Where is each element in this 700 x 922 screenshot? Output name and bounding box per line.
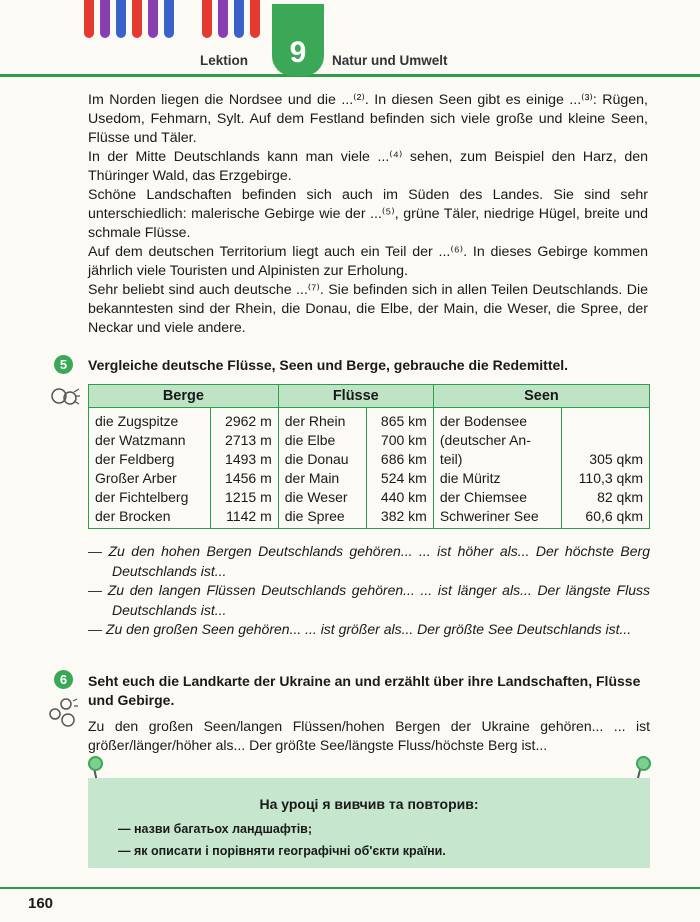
table-cell: die Elbe xyxy=(278,430,366,449)
summary-title: На уроці я вивчив та повторив: xyxy=(259,796,479,812)
pin-icon xyxy=(88,756,103,771)
table-cell: 2713 m xyxy=(210,430,278,449)
table-cell: der Watzmann xyxy=(89,430,211,449)
table-cell: der Bodensee xyxy=(433,408,561,431)
lesson-number-badge xyxy=(272,4,324,76)
paragraph: In der Mitte Deutschlands kann man viele ...⁽⁴⁾ sehen, zum Beispiel den Harz, den Thüringer Wald, das Erzgebirge. xyxy=(88,149,648,184)
paragraph: Im Norden liegen die Nordsee und die ...⁽²⁾. In diesen Seen gibt es einige ...⁽³⁾: Rügen, Usedom, Fehmarn, Sylt. Auf dem Festland befinden sich viele große und kleine Seen, Flüsse und Täler. xyxy=(88,92,648,146)
table-cell: der Brocken xyxy=(89,506,211,529)
table-cell: (deutscher An- xyxy=(433,430,561,449)
header-stripe xyxy=(84,0,94,38)
lektion-label: Lektion xyxy=(200,53,249,68)
exercise-6-number: 6 xyxy=(54,670,73,689)
table-cell: 440 km xyxy=(366,487,433,506)
table-cell: 1215 m xyxy=(210,487,278,506)
table-row xyxy=(89,430,650,449)
exercise-5-title: Vergleiche deutsche Flüsse, Seen und Berge, gebrauche die Redemittel. xyxy=(88,357,569,373)
phrase-list xyxy=(88,542,650,640)
table-cell: die Müritz xyxy=(433,468,561,487)
table-cell: Großer Arber xyxy=(89,468,211,487)
table-cell: 2962 m xyxy=(210,408,278,431)
table-cell: die Spree xyxy=(278,506,366,529)
table-cell: der Rhein xyxy=(278,408,366,431)
exercise-6-text: Zu den großen Seen/langen Flüssen/hohen Bergen der Ukraine gehören... ... ist größer/länger/höher als... Der größte See/längste Fluss/höchste Berg ist... xyxy=(88,718,650,753)
summary-item: — назви багатьох ландшафтів; xyxy=(118,822,313,836)
lesson-number: 9 xyxy=(289,36,307,69)
table-cell xyxy=(561,430,649,449)
header-stripe xyxy=(164,0,174,38)
table-cell: die Zugspitze xyxy=(89,408,211,431)
exercise-6-title: Seht euch die Landkarte der Ukraine an und erzählt über ihre Landschaften, Flüsse und Gebirge. xyxy=(88,673,641,708)
speaking-pair-icon xyxy=(50,386,82,408)
table-cell: 524 km xyxy=(366,468,433,487)
table-cell: 1456 m xyxy=(210,468,278,487)
paragraph: Sehr beliebt sind auch deutsche ...⁽⁷⁾. Sie befinden sich in allen Teilen Deutschlands. Die bekanntesten sind der Rhein, die Donau, die Elbe, der Main, die Weser, die Spree, der Neckar und viele andere. xyxy=(88,282,648,336)
table-cell: 382 km xyxy=(366,506,433,529)
table-row xyxy=(89,408,650,431)
header-stripe xyxy=(100,0,110,38)
paragraph: Auf dem deutschen Territorium liegt auch ein Teil der ...⁽⁶⁾. In dieses Gebirge kommen jährlich viele Touristen und Alpinisten zur Erholung. xyxy=(88,244,648,279)
table-cell: Schweriner See xyxy=(433,506,561,529)
exercise-5-number: 5 xyxy=(54,355,73,374)
header-stripe xyxy=(234,0,244,38)
table-cell: der Chiemsee xyxy=(433,487,561,506)
table-cell: 686 km xyxy=(366,449,433,468)
table-row xyxy=(89,449,650,468)
column-header-berge: Berge xyxy=(89,385,279,408)
lesson-title: Natur und Umwelt xyxy=(332,53,448,68)
reading-text xyxy=(88,91,648,338)
header-stripe xyxy=(202,0,212,38)
table-cell xyxy=(561,408,649,431)
table-cell: der Fichtelberg xyxy=(89,487,211,506)
table-cell: 1142 m xyxy=(210,506,278,529)
phrase-item: — Zu den langen Flüssen Deutschlands gehören... ... ist länger als... Der längste Fluss Deutschlands ist... xyxy=(88,582,650,618)
summary-item: — як описати і порівняти географічні об'єкти країни. xyxy=(118,844,446,858)
header-stripe xyxy=(132,0,142,38)
table-cell: teil) xyxy=(433,449,561,468)
column-header-seen: Seen xyxy=(433,385,649,408)
footer-rule xyxy=(0,887,700,889)
header-stripe xyxy=(250,0,260,38)
vocabulary-table xyxy=(88,384,650,529)
header-stripe xyxy=(148,0,158,38)
group-talk-icon xyxy=(46,696,80,730)
table-cell: 82 qkm xyxy=(561,487,649,506)
phrase-item: — Zu den großen Seen gehören... ... ist größer als... Der größte See Deutschlands ist... xyxy=(88,621,632,637)
table-row xyxy=(89,487,650,506)
column-header-fluesse: Flüsse xyxy=(278,385,433,408)
table-cell: 110,3 qkm xyxy=(561,468,649,487)
header-rule xyxy=(0,74,700,77)
page-number: 160 xyxy=(28,895,54,912)
table-cell: 865 km xyxy=(366,408,433,431)
table-cell: der Feldberg xyxy=(89,449,211,468)
paragraph: Schöne Landschaften befinden sich auch im Süden des Landes. Sie sind sehr unterschiedlich: malerische Gebirge wie der ...⁽⁵⁾, grüne Täler, niedrige Hügel, breite und schmale Flüsse. xyxy=(88,187,648,241)
header-stripe xyxy=(218,0,228,38)
phrase-item: — Zu den hohen Bergen Deutschlands gehören... ... ist höher als... Der höchste Berg Deutschlands ist... xyxy=(88,543,650,579)
table-cell: 305 qkm xyxy=(561,449,649,468)
table-row xyxy=(89,506,650,529)
summary-box xyxy=(88,778,650,868)
table-cell: 1493 m xyxy=(210,449,278,468)
table-cell: der Main xyxy=(278,468,366,487)
pin-icon xyxy=(636,756,651,771)
table-cell: die Weser xyxy=(278,487,366,506)
table-cell: 700 km xyxy=(366,430,433,449)
table-row xyxy=(89,468,650,487)
table-cell: die Donau xyxy=(278,449,366,468)
header-stripe xyxy=(116,0,126,38)
table-cell: 60,6 qkm xyxy=(561,506,649,529)
